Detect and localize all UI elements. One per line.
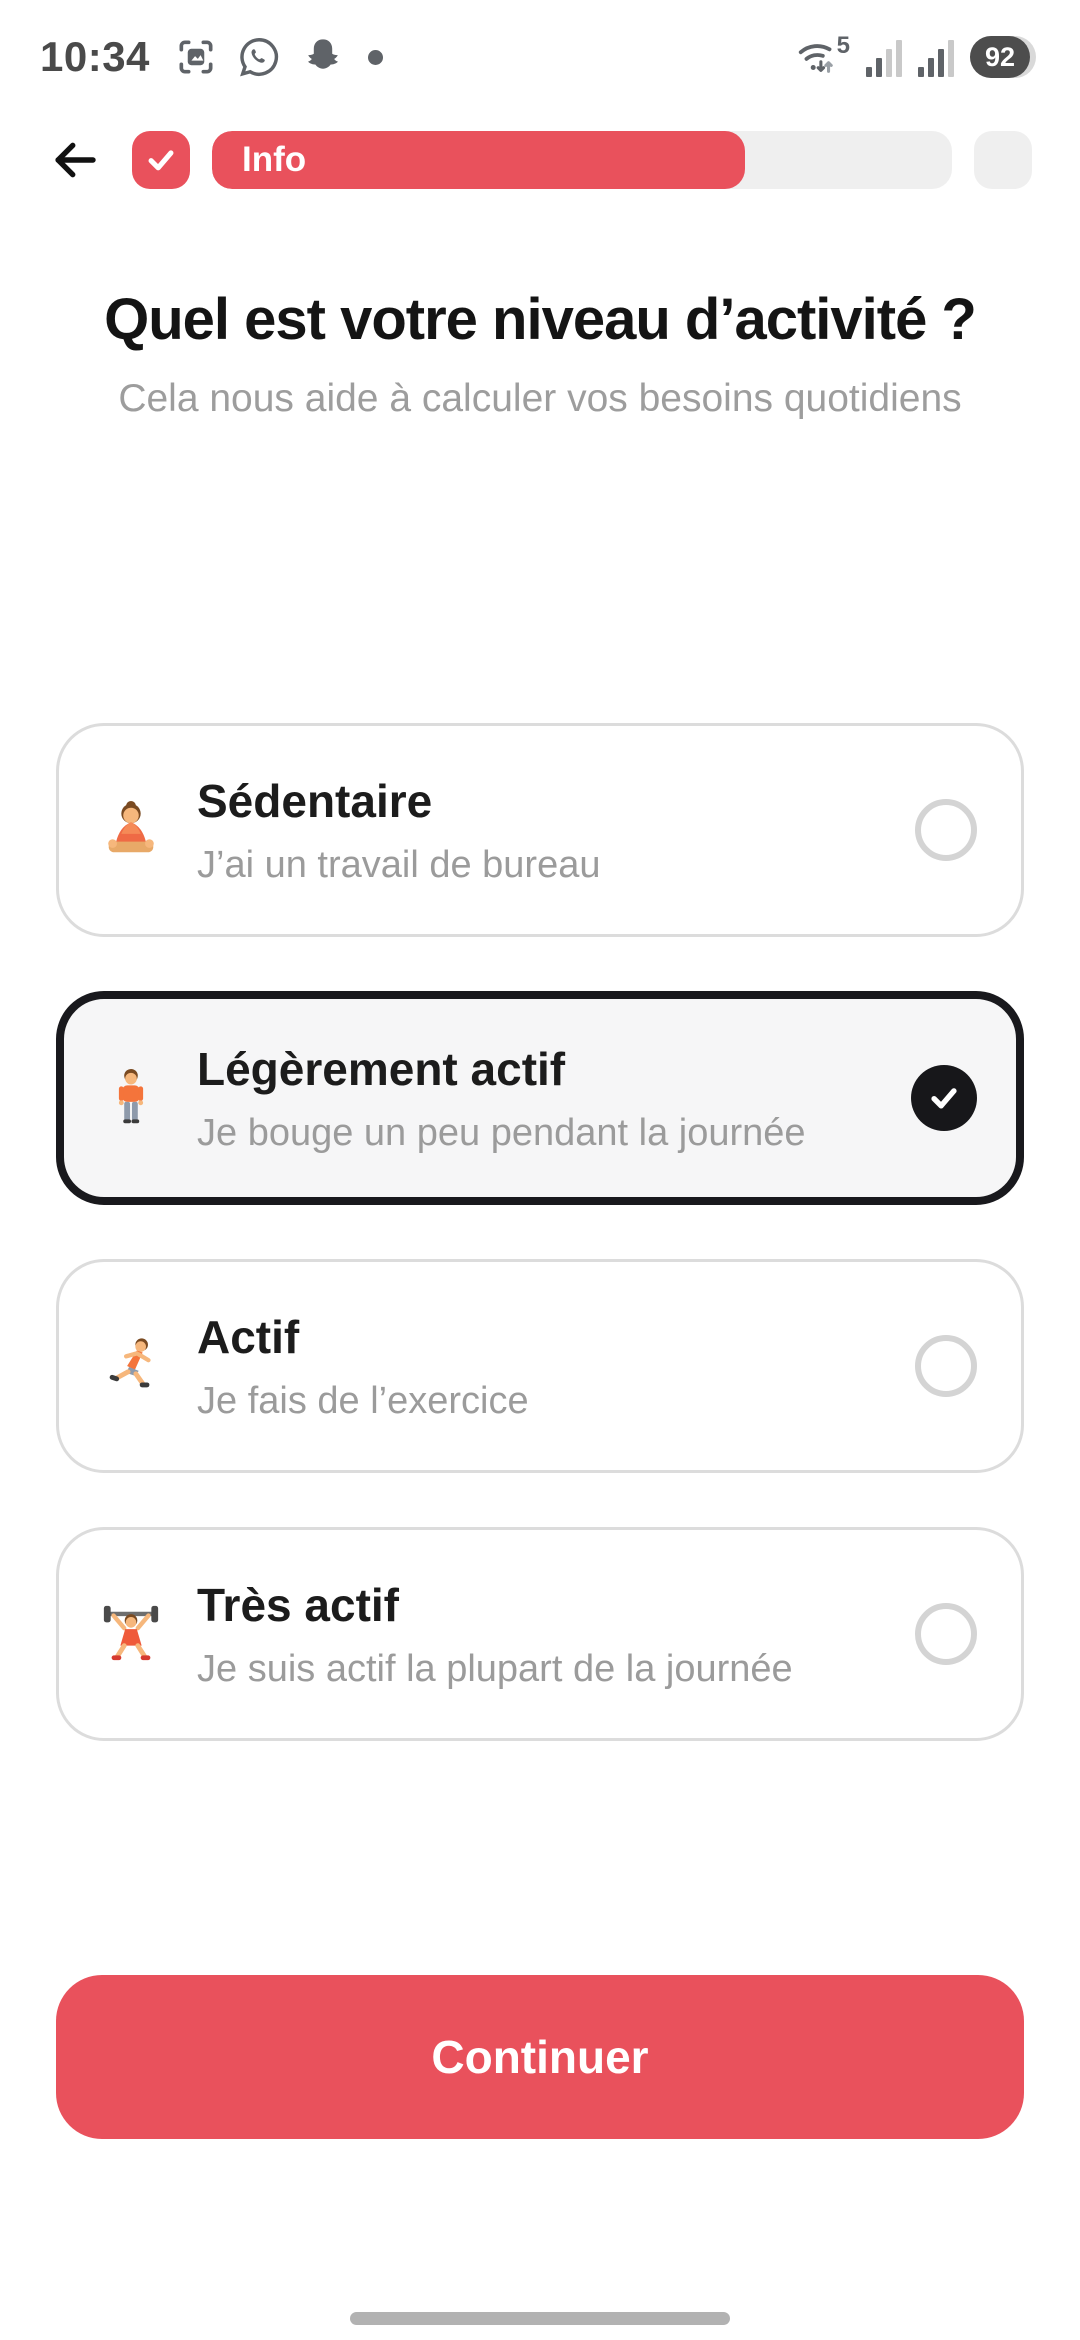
option-subtitle: Je fais de l’exercice [197, 1379, 529, 1422]
wifi-icon [795, 34, 850, 80]
page-subtitle: Cela nous aide à calculer vos besoins quotidiens [118, 377, 962, 420]
option-subtitle: J’ai un travail de bureau [197, 843, 601, 886]
back-button[interactable] [44, 130, 110, 190]
option-subtitle: Je suis actif la plupart de la journée [197, 1647, 793, 1690]
progress-track [212, 131, 952, 189]
person-in-lotus-emoji-icon [99, 798, 163, 862]
arrow-left-icon [44, 133, 106, 187]
page-title: Quel est votre niveau d’activité ? [104, 287, 976, 352]
radio-unselected-icon[interactable] [915, 799, 977, 861]
radio-unselected-icon[interactable] [915, 1603, 977, 1665]
check-icon [144, 143, 178, 177]
option-title: Très actif [197, 1578, 399, 1631]
person-lifting-weights-emoji-icon [99, 1602, 163, 1666]
option-sedentaire[interactable] [56, 723, 1024, 937]
next-step-placeholder [974, 131, 1032, 189]
wifi-5g-label: 5 [836, 32, 850, 59]
screen-capture-icon [174, 35, 218, 79]
snapchat-icon [300, 34, 346, 80]
person-standing-emoji-icon [99, 1066, 163, 1130]
whatsapp-icon [236, 34, 282, 80]
status-bar-right [795, 34, 1036, 80]
person-running-emoji-icon [99, 1334, 163, 1398]
battery-icon [970, 36, 1036, 78]
option-texts [197, 1310, 529, 1423]
radio-selected-check-icon[interactable] [911, 1065, 977, 1131]
option-title: Actif [197, 1310, 300, 1363]
status-bar-left [40, 33, 383, 81]
option-legerement-actif[interactable] [56, 991, 1024, 1205]
nav-row [44, 130, 1032, 190]
radio-unselected-icon[interactable] [915, 1335, 977, 1397]
progress-fill [212, 131, 745, 189]
header [30, 286, 1050, 421]
battery-percent: 92 [984, 41, 1016, 72]
option-title: Légèrement actif [197, 1042, 566, 1095]
progress-step-label: Info [242, 140, 307, 179]
completed-step-badge [132, 131, 190, 189]
notification-dot-icon [368, 50, 383, 65]
option-texts [197, 1578, 793, 1691]
option-tres-actif[interactable] [56, 1527, 1024, 1741]
signal-sim1-icon [866, 37, 902, 77]
activity-options-list [56, 723, 1024, 1741]
option-subtitle: Je bouge un peu pendant la journée [197, 1111, 806, 1154]
signal-sim2-icon [918, 37, 954, 77]
option-texts [197, 774, 600, 887]
continue-button[interactable]: Continuer [56, 1975, 1024, 2139]
option-actif[interactable] [56, 1259, 1024, 1473]
option-texts [197, 1042, 806, 1155]
home-indicator[interactable] [350, 2312, 730, 2325]
status-bar [0, 0, 1080, 96]
clock: 10:34 [40, 33, 150, 80]
option-title: Sédentaire [197, 774, 433, 827]
